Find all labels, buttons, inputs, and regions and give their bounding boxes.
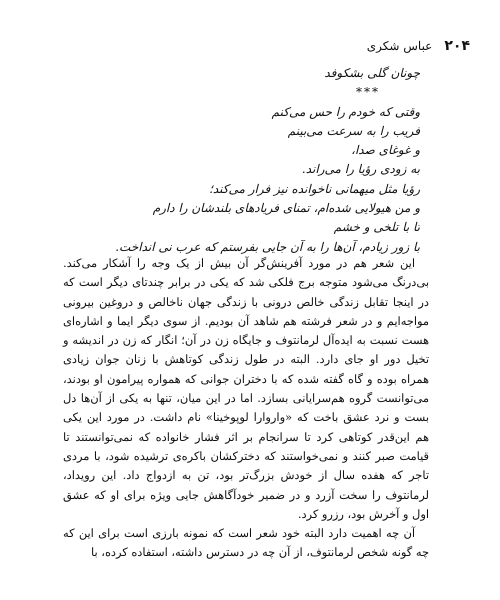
poem-separator: *** xyxy=(356,85,380,100)
poem-line: فریب را به سرعت می‌بینم xyxy=(287,123,420,138)
poem-line: رؤیا مثل میهمانی ناخوانده نیز فرار می‌کند؛ xyxy=(209,181,420,196)
poem-line: به زودی رؤیا را می‌راند. xyxy=(301,162,420,177)
running-head-author: عباس شکری xyxy=(366,39,433,53)
page-number: ۲۰۴ xyxy=(444,38,470,54)
poem-line: تا با تلخی و خشم xyxy=(333,220,420,235)
poem-block xyxy=(60,64,420,257)
body-paragraph: این شعر هم در مورد آفرینش‌گر آن بیش از یک وجه را آشکار می‌کند. بی‌درنگ می‌شود متوجه برج فلکی شد که یکی در برابر چندتای دیگر است که در اینجا تقابل زندگی خالص درونی با زندگی جهان ناخالص و دروغین بیرونی مواجه‌ایم و در شعر فرشته هم شاهد آن بودیم. از سوی دیگر ایما و اشاره‌ای هست نسبت به ایده‌آل لرمانتوف و جایگاه زن در آن؛ انگار که زن در اندیشه و تخیل دور او جای دارد. البته در طول زندگی کوتاهش با زنان جوان زیادی همراه بوده و گاه گفته شده که با دختران جوانی که همواره پیرامون او بودند، می‌توانست گروه هم‌سرایانی بسازد. اما در این میان، تنها به یکی از آن‌ها دل بست و نرد عشق باخت که «واروارا لوپوخینا» نام داشت. در مورد این یکی هم این‌قدر کوتاهی کرد تا سرانجام بر اثر فشار خانواده که نمی‌توانستند تا قیامت صبر کنند و نمی‌خواستند که دخترکشان باکره‌ی ترشیده شود، با مردی تاجر که هفده سال از خودش بزرگ‌تر بود، تن به ازدواج داد. این رویداد، لرمانتوف را سخت آزرد و در ضمیر خودآگاهش جایی ویژه برای او که عشق اول و آخرش بود، رزرو کرد. xyxy=(63,256,429,521)
poem-line: و غوغای صدا، xyxy=(351,143,420,158)
poem-line: با زور زیادم، آن‌ها را به آن جایی بفرستم که عرب نی انداخت. xyxy=(115,239,420,254)
body-paragraph: آن چه اهمیت دارد البته خود شعر است که نمونه بارزی است برای این که چه گونه شخص لرمانتوف، از آن چه در دسترس داشته، استفاده کرده، با xyxy=(63,526,429,560)
poem-line: چونان گلی بشکوفد xyxy=(324,66,420,80)
page-header xyxy=(300,38,470,56)
poem-line: وقتی که خودم را حس می‌کنم xyxy=(271,104,420,119)
poem-line: و من هیولایی شده‌ام، تمنای فریادهای بلندشان را دارم xyxy=(152,201,420,216)
prose-block xyxy=(63,254,429,563)
